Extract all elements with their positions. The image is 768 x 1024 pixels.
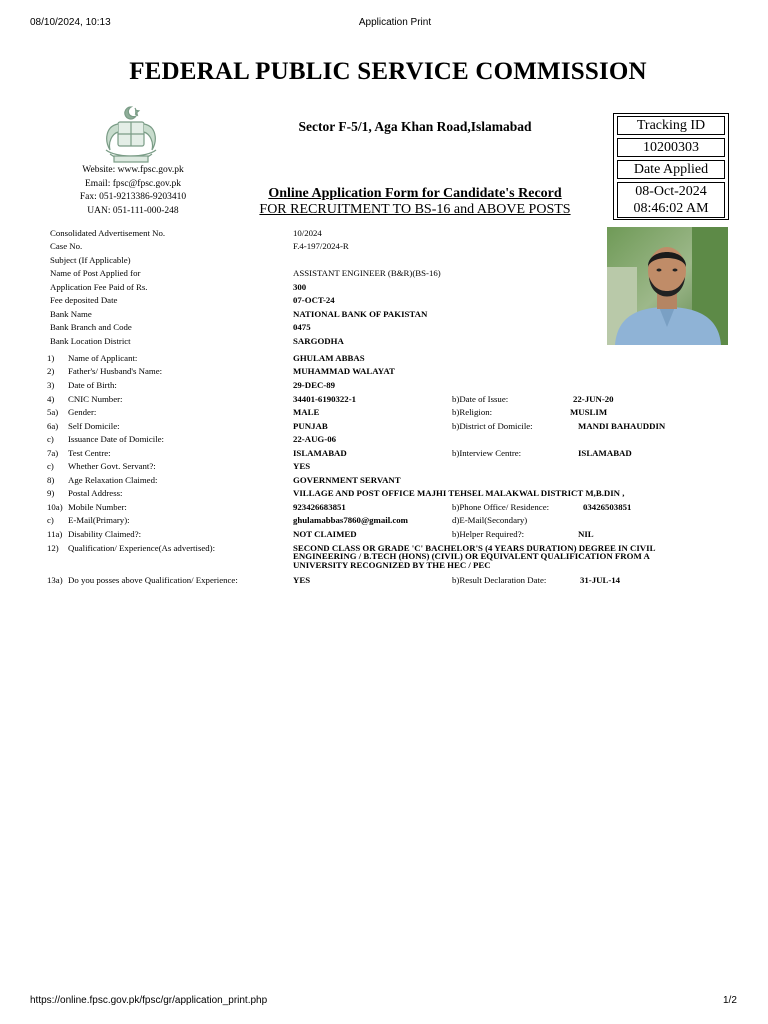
print-page-count: 1/2 <box>723 995 737 1006</box>
field-label-secondary: b)Interview Centre: <box>452 448 522 458</box>
contact-email: Email: fpsc@fpsc.gov.pk <box>85 179 181 189</box>
advert-label: Application Fee Paid of Rs. <box>50 282 148 292</box>
advert-value: 0475 <box>293 322 311 332</box>
field-label-secondary: b)Date of Issue: <box>452 394 509 404</box>
field-value: VILLAGE AND POST OFFICE MAJHI TEHSEL MALAKWAL DISTRICT M,B.DIN , <box>293 488 625 498</box>
advert-row <box>0 335 768 348</box>
field-value-secondary: 31-JUL-14 <box>580 575 621 585</box>
field-label: Disability Claimed?: <box>68 529 142 539</box>
advert-value: 07-OCT-24 <box>293 295 335 305</box>
field-row <box>0 447 768 460</box>
advert-label: Bank Location District <box>50 336 131 346</box>
field-label-secondary: b)Religion: <box>452 407 493 417</box>
field-label: E-Mail(Primary): <box>68 515 130 525</box>
field-number: 1) <box>47 353 55 363</box>
office-address: Sector F-5/1, Aga Khan Road,Islamabad <box>298 119 532 134</box>
field-label-secondary: d)E-Mail(Secondary) <box>452 515 528 525</box>
form-subtitle: FOR RECRUITMENT TO BS-16 and ABOVE POSTS <box>259 202 571 217</box>
field-number: 13a) <box>47 575 63 585</box>
field-row <box>0 433 768 446</box>
field-row <box>0 574 768 587</box>
field-row <box>0 365 768 378</box>
qualification-line: ENGINEERING / B.TECH (HONS) (CIVIL) OR EQUIVALENT QUALIFICATION FROM A <box>293 551 650 562</box>
field-label: Test Centre: <box>68 448 111 458</box>
advert-row <box>0 227 768 240</box>
field-value: MUHAMMAD WALAYAT <box>293 366 395 376</box>
field-number: 12) <box>47 543 59 553</box>
field-label: Issuance Date of Domicile: <box>68 434 164 444</box>
advert-row <box>0 321 768 334</box>
tracking-id-value: 10200303 <box>617 138 725 157</box>
field-number: 10a) <box>47 502 63 512</box>
field-label: Age Relaxation Claimed: <box>68 475 158 485</box>
contact-uan: UAN: 051-111-000-248 <box>87 206 179 216</box>
advert-value: 10/2024 <box>293 228 322 238</box>
field-number: c) <box>47 515 54 525</box>
field-label: CNIC Number: <box>68 394 123 404</box>
field-label-secondary: b)Helper Required?: <box>452 529 525 539</box>
date-applied-cell <box>617 182 725 218</box>
advert-value: ASSISTANT ENGINEER (B&R)(BS-16) <box>293 268 441 278</box>
field-value: MALE <box>293 407 320 417</box>
field-value: GOVERNMENT SERVANT <box>293 475 401 485</box>
field-label: Gender: <box>68 407 97 417</box>
advert-value: NATIONAL BANK OF PAKISTAN <box>293 309 428 319</box>
advert-label: Case No. <box>50 241 83 251</box>
field-number: c) <box>47 434 54 444</box>
advert-row <box>0 281 768 294</box>
field-label: Father's/ Husband's Name: <box>68 366 163 376</box>
field-number: 9) <box>47 488 55 498</box>
field-value: YES <box>293 461 311 471</box>
field-value: ISLAMABAD <box>293 448 347 458</box>
field-number: 6a) <box>47 421 59 431</box>
tracking-box <box>613 113 729 220</box>
field-number: 3) <box>47 380 55 390</box>
contact-website: Website: www.fpsc.gov.pk <box>82 165 184 175</box>
field-value-secondary: NIL <box>578 529 594 539</box>
date-applied-value: 08-Oct-2024 <box>635 184 707 199</box>
field-row <box>0 514 768 527</box>
field-label-secondary: b)District of Domicile: <box>452 421 533 431</box>
field-number: 2) <box>47 366 55 376</box>
advert-row <box>0 254 768 267</box>
advert-row <box>0 308 768 321</box>
field-row <box>0 528 768 541</box>
field-number: 4) <box>47 394 55 404</box>
advert-value: SARGODHA <box>293 336 344 346</box>
field-row <box>0 501 768 514</box>
field-label-secondary: b)Phone Office/ Residence: <box>452 502 550 512</box>
field-value: YES <box>293 575 311 585</box>
field-value: ghulamabbas7860@gmail.com <box>293 515 408 525</box>
tracking-id-label: Tracking ID <box>617 116 725 135</box>
field-row <box>0 487 768 500</box>
print-datetime: 08/10/2024, 10:13 <box>30 17 111 28</box>
field-value-secondary: MUSLIM <box>570 407 608 417</box>
field-label: Postal Address: <box>68 488 123 498</box>
advert-value: F.4-197/2024-R <box>293 241 349 251</box>
advert-row <box>0 267 768 280</box>
field-label: Self Domicile: <box>68 421 120 431</box>
field-number: 7a) <box>47 448 59 458</box>
time-applied-value: 08:46:02 AM <box>633 201 709 216</box>
field-value-secondary: ISLAMABAD <box>578 448 632 458</box>
advert-label: Subject (If Applicable) <box>50 255 131 265</box>
field-value: 29-DEC-89 <box>293 380 336 390</box>
field-value-secondary: 03426503851 <box>583 502 632 512</box>
field-row <box>0 393 768 406</box>
qualification-line: SECOND CLASS OR GRADE 'C' BACHELOR'S (4 YEARS DURATION) DEGREE IN CIVIL <box>293 543 656 553</box>
print-url: https://online.fpsc.gov.pk/fpsc/gr/application_print.php <box>30 995 268 1006</box>
field-number: c) <box>47 461 54 471</box>
advert-label: Fee deposited Date <box>50 295 118 305</box>
advert-row <box>0 294 768 307</box>
qualification-value <box>293 544 723 569</box>
field-label: Do you posses above Qualification/ Experience: <box>68 575 238 585</box>
state-emblem-icon <box>98 104 164 166</box>
advert-value: 300 <box>293 282 307 292</box>
field-label: Mobile Number: <box>68 502 127 512</box>
contact-fax: Fax: 051-9213386-9203410 <box>79 192 187 202</box>
advert-row <box>0 240 768 253</box>
field-number: 5a) <box>47 407 59 417</box>
field-value: 22-AUG-06 <box>293 434 337 444</box>
field-row <box>0 352 768 365</box>
field-value-secondary: MANDI BAHAUDDIN <box>578 421 666 431</box>
field-label: Whether Govt. Servant?: <box>68 461 156 471</box>
field-number: 11a) <box>47 529 63 539</box>
field-row <box>0 406 768 419</box>
field-value: GHULAM ABBAS <box>293 353 365 363</box>
print-page-title: Application Print <box>358 17 432 28</box>
field-value: 34401-6190322-1 <box>293 394 357 404</box>
field-row <box>0 420 768 433</box>
field-number: 8) <box>47 475 55 485</box>
advert-label: Bank Branch and Code <box>50 322 132 332</box>
field-label-secondary: b)Result Declaration Date: <box>452 575 547 585</box>
field-value: NOT CLAIMED <box>293 529 357 539</box>
field-label: Qualification/ Experience(As advertised): <box>68 543 216 553</box>
field-row <box>0 460 768 473</box>
field-row <box>0 474 768 487</box>
advert-label: Consolidated Advertisement No. <box>50 228 166 238</box>
field-row <box>0 379 768 392</box>
org-title: FEDERAL PUBLIC SERVICE COMMISSION <box>129 58 647 85</box>
field-value: 923426683851 <box>293 502 346 512</box>
field-label: Date of Birth: <box>68 380 117 390</box>
field-value-secondary: 22-JUN-20 <box>573 394 614 404</box>
date-applied-label: Date Applied <box>617 160 725 179</box>
advert-label: Bank Name <box>50 309 92 319</box>
field-label: Name of Applicant: <box>68 353 138 363</box>
qualification-line: UNIVERSITY RECOGNIZED BY THE HEC / PEC <box>293 559 491 570</box>
field-value: PUNJAB <box>293 421 328 431</box>
advert-label: Name of Post Applied for <box>50 268 141 278</box>
form-title: Online Application Form for Candidate's Record <box>268 186 562 201</box>
